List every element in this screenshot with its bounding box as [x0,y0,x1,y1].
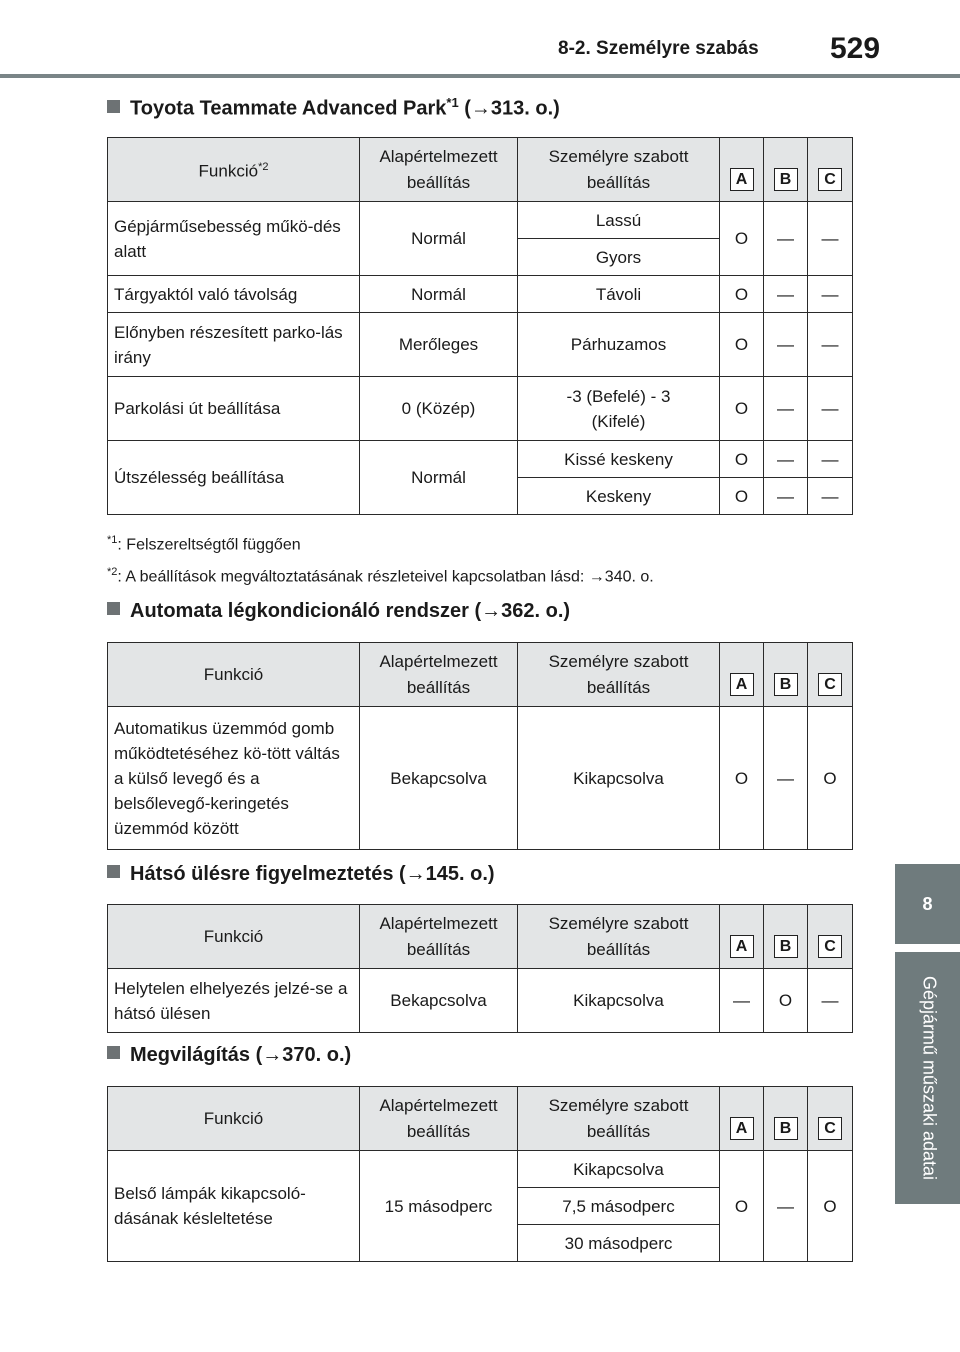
footnote-2: $^{*2}$: A beállítások megváltoztatásának részleteivel kapcsolatban lásd: →340. o. [107,566,654,586]
cell-alap: Normál [360,202,518,276]
bullet-square-icon [107,1046,120,1059]
cell-c: — [808,441,853,478]
chapter-tab: 8 [895,864,960,944]
cell-option: -3 (Befelé) - 3 (Kifelé) [518,377,720,441]
cell-b: — [764,441,808,478]
cell-option: Kikapcsolva [518,1151,720,1188]
header-b: B [764,643,808,707]
cell-option: Lassú [518,202,720,239]
cell-c: — [808,478,853,515]
footnote-1: $^{*1}$: Felszereltségtől függően [107,534,301,554]
section-heading [107,600,570,623]
cell-funkcio: Előnyben részesített parko-lás irány [108,313,360,377]
footnote-mark: *1 [446,95,459,110]
cell-a: O [720,1151,764,1262]
cell-funkcio: Útszélesség beállítása [108,441,360,515]
cell-c: O [808,707,853,850]
header-b: B [764,905,808,969]
cell-a: O [720,377,764,441]
cell-funkcio: Belső lámpák kikapcsoló-dásának késleltetése [108,1151,360,1262]
settings-table [107,1086,853,1262]
cell-alap: Bekapcsolva [360,969,518,1033]
header-c: C [808,905,853,969]
bullet-square-icon [107,865,120,878]
header-alap: Alapértelmezett beállítás [360,905,518,969]
cell-option: Gyors [518,239,720,276]
cell-b: — [764,202,808,276]
cell-c: O [808,1151,853,1262]
header-a: A [720,1087,764,1151]
cell-b: — [764,276,808,313]
page-reference: (→313. o.) [458,97,560,120]
header-szemelyre: Személyre szabott beállítás [518,138,720,202]
header-b: B [764,1087,808,1151]
cell-funkcio: Helytelen elhelyezés jelzé-se a hátsó ülésen [108,969,360,1033]
section-heading [107,95,560,121]
bullet-square-icon [107,602,120,615]
header-rule [0,74,960,78]
cell-alap: Normál [360,276,518,313]
settings-table [107,642,853,850]
cell-funkcio: Tárgyaktól való távolság [108,276,360,313]
chapter-label: Gépjármű műszaki adatai [919,975,940,1181]
cell-b: — [764,1151,808,1262]
cell-c: — [808,377,853,441]
heading-text: Megvilágítás (→370. o.) [130,1044,352,1066]
header-alap: Alapértelmezett beállítás [360,138,518,202]
section-heading [107,1044,351,1067]
section-title: 8-2. Személyre szabás [558,38,759,59]
cell-alap: Merőleges [360,313,518,377]
header-szemelyre: Személyre szabott beállítás [518,643,720,707]
cell-option: Távoli [518,276,720,313]
cell-a: O [720,707,764,850]
section-heading [107,863,495,886]
header-c: C [808,1087,853,1151]
cell-option: Kikapcsolva [518,707,720,850]
header-c: C [808,138,853,202]
cell-a: O [720,478,764,515]
cell-option: 7,5 másodperc [518,1188,720,1225]
cell-c: — [808,969,853,1033]
header-funkcio: Funkció [108,905,360,969]
heading-text: Hátsó ülésre figyelmeztetés (→145. o.) [130,863,495,885]
cell-a: O [720,276,764,313]
cell-c: — [808,276,853,313]
settings-table [107,137,853,515]
cell-b: — [764,313,808,377]
cell-c: — [808,202,853,276]
cell-alap: Bekapcsolva [360,707,518,850]
cell-alap: 0 (Közép) [360,377,518,441]
cell-option: Kikapcsolva [518,969,720,1033]
settings-table [107,904,853,1033]
cell-option: Keskeny [518,478,720,515]
header-szemelyre: Személyre szabott beállítás [518,905,720,969]
cell-a: O [720,313,764,377]
heading-text: Toyota Teammate Advanced Park [130,97,447,120]
header-a: A [720,905,764,969]
cell-funkcio: Automatikus üzemmód gomb működtetéséhez kö-tött váltás a külső levegő és a belsőlevegő-keringetés üzemmód között [108,707,360,850]
cell-funkcio: Parkolási út beállítása [108,377,360,441]
cell-option: Párhuzamos [518,313,720,377]
header-c: C [808,643,853,707]
header-szemelyre: Személyre szabott beállítás [518,1087,720,1151]
header-alap: Alapértelmezett beállítás [360,643,518,707]
cell-alap: Normál [360,441,518,515]
cell-alap: 15 másodperc [360,1151,518,1262]
header-alap: Alapértelmezett beállítás [360,1087,518,1151]
header-funkcio: Funkció [108,1087,360,1151]
cell-option: Kissé keskeny [518,441,720,478]
cell-c: — [808,313,853,377]
cell-b: — [764,377,808,441]
cell-a: O [720,202,764,276]
cell-option: 30 másodperc [518,1225,720,1262]
header-funkcio: Funkció$^{*2}$ [108,138,360,202]
bullet-square-icon [107,100,120,113]
header-a: A [720,138,764,202]
chapter-side-label [895,952,960,1204]
header-funkcio: Funkció [108,643,360,707]
cell-b: — [764,478,808,515]
cell-a: O [720,441,764,478]
header-b: B [764,138,808,202]
cell-funkcio: Gépjárműsebesség műkö-dés alatt [108,202,360,276]
cell-b: O [764,969,808,1033]
page-number: 529 [830,32,881,65]
heading-text: Automata légkondicionáló rendszer (→362. o.) [130,600,571,622]
cell-b: — [764,707,808,850]
cell-a: — [720,969,764,1033]
header-a: A [720,643,764,707]
